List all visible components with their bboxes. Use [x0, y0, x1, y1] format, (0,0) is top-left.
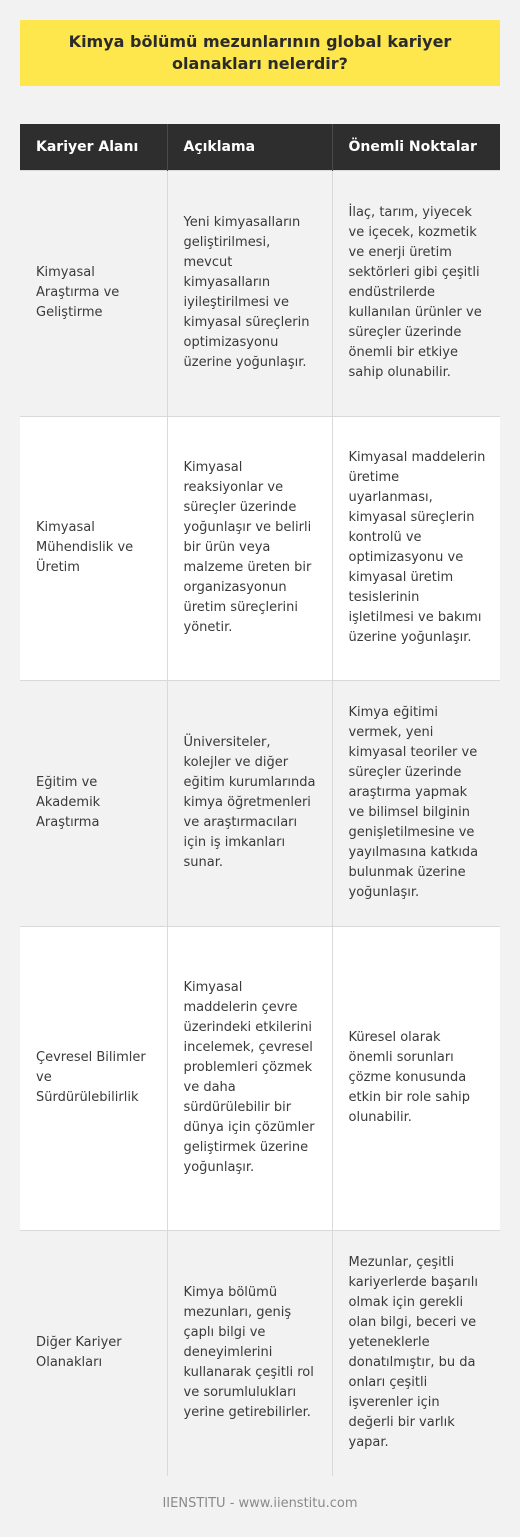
header-description: Açıklama	[167, 124, 332, 170]
footer-credit: IIENSTITU - www.iienstitu.com	[162, 1496, 358, 1511]
cell-description: Yeni kimyasalların geliştirilmesi, mevcut kimyasalların iyileştirilmesi ve kimyasal süreçlerin optimizasyonu üzerine yoğunlaşır.	[167, 170, 332, 416]
table-row	[20, 170, 500, 416]
page-title: Kimya bölümü mezunlarının global kariyer olanakları nelerdir?	[68, 32, 452, 73]
cell-key-points: İlaç, tarım, yiyecek ve içecek, kozmetik ve enerji üretim sektörleri gibi çeşitli endüstrilerde kullanılan ürünler ve süreçler üzerinde önemli bir etkiye sahip olunabilir.	[332, 170, 500, 416]
cell-description: Kimya bölümü mezunları, geniş çaplı bilgi ve deneyimlerini kullanarak çeşitli rol ve sorumlulukları yerine getirebilirler.	[167, 1230, 332, 1476]
cell-career-area: Kimyasal Mühendislik ve Üretim	[20, 416, 167, 680]
cell-description: Üniversiteler, kolejler ve diğer eğitim kurumlarında kimya öğretmenleri ve araştırmacıları için iş imkanları sunar.	[167, 680, 332, 926]
title-banner	[20, 20, 500, 86]
cell-career-area: Diğer Kariyer Olanakları	[20, 1230, 167, 1476]
cell-career-area: Çevresel Bilimler ve Sürdürülebilirlik	[20, 926, 167, 1230]
cell-description: Kimyasal maddelerin çevre üzerindeki etkilerini incelemek, çevresel problemleri çözmek ve daha sürdürülebilir bir dünya için çözümler geliştirmek üzerine yoğunlaşır.	[167, 926, 332, 1230]
cell-career-area: Kimyasal Araştırma ve Geliştirme	[20, 170, 167, 416]
table-row	[20, 926, 500, 1230]
table-row	[20, 416, 500, 680]
header-key-points: Önemli Noktalar	[332, 124, 500, 170]
table-row	[20, 1230, 500, 1476]
cell-description: Kimyasal reaksiyonlar ve süreçler üzerinde yoğunlaşır ve belirli bir ürün veya malzeme üreten bir organizasyonun üretim süreçlerini yönetir.	[167, 416, 332, 680]
table-row	[20, 680, 500, 926]
cell-career-area: Eğitim ve Akademik Araştırma	[20, 680, 167, 926]
cell-key-points: Kimya eğitimi vermek, yeni kimyasal teoriler ve süreçler üzerinde araştırma yapmak ve bilimsel bilginin genişletilmesine ve yayılmasına katkıda bulunmak üzerine yoğunlaşır.	[332, 680, 500, 926]
cell-key-points: Mezunlar, çeşitli kariyerlerde başarılı olmak için gerekli olan bilgi, beceri ve yeteneklerle donatılmıştır, bu da onları çeşitli işverenler için değerli bir varlık yapar.	[332, 1230, 500, 1476]
header-career-area: Kariyer Alanı	[20, 124, 167, 170]
career-table	[20, 124, 500, 1476]
cell-key-points: Küresel olarak önemli sorunları çözme konusunda etkin bir role sahip olunabilir.	[332, 926, 500, 1230]
table-header-row	[20, 124, 500, 170]
cell-key-points: Kimyasal maddelerin üretime uyarlanması, kimyasal süreçlerin kontrolü ve optimizasyonu ve kimyasal üretim tesislerinin işletilmesi ve bakımı üzerine yoğunlaşır.	[332, 416, 500, 680]
